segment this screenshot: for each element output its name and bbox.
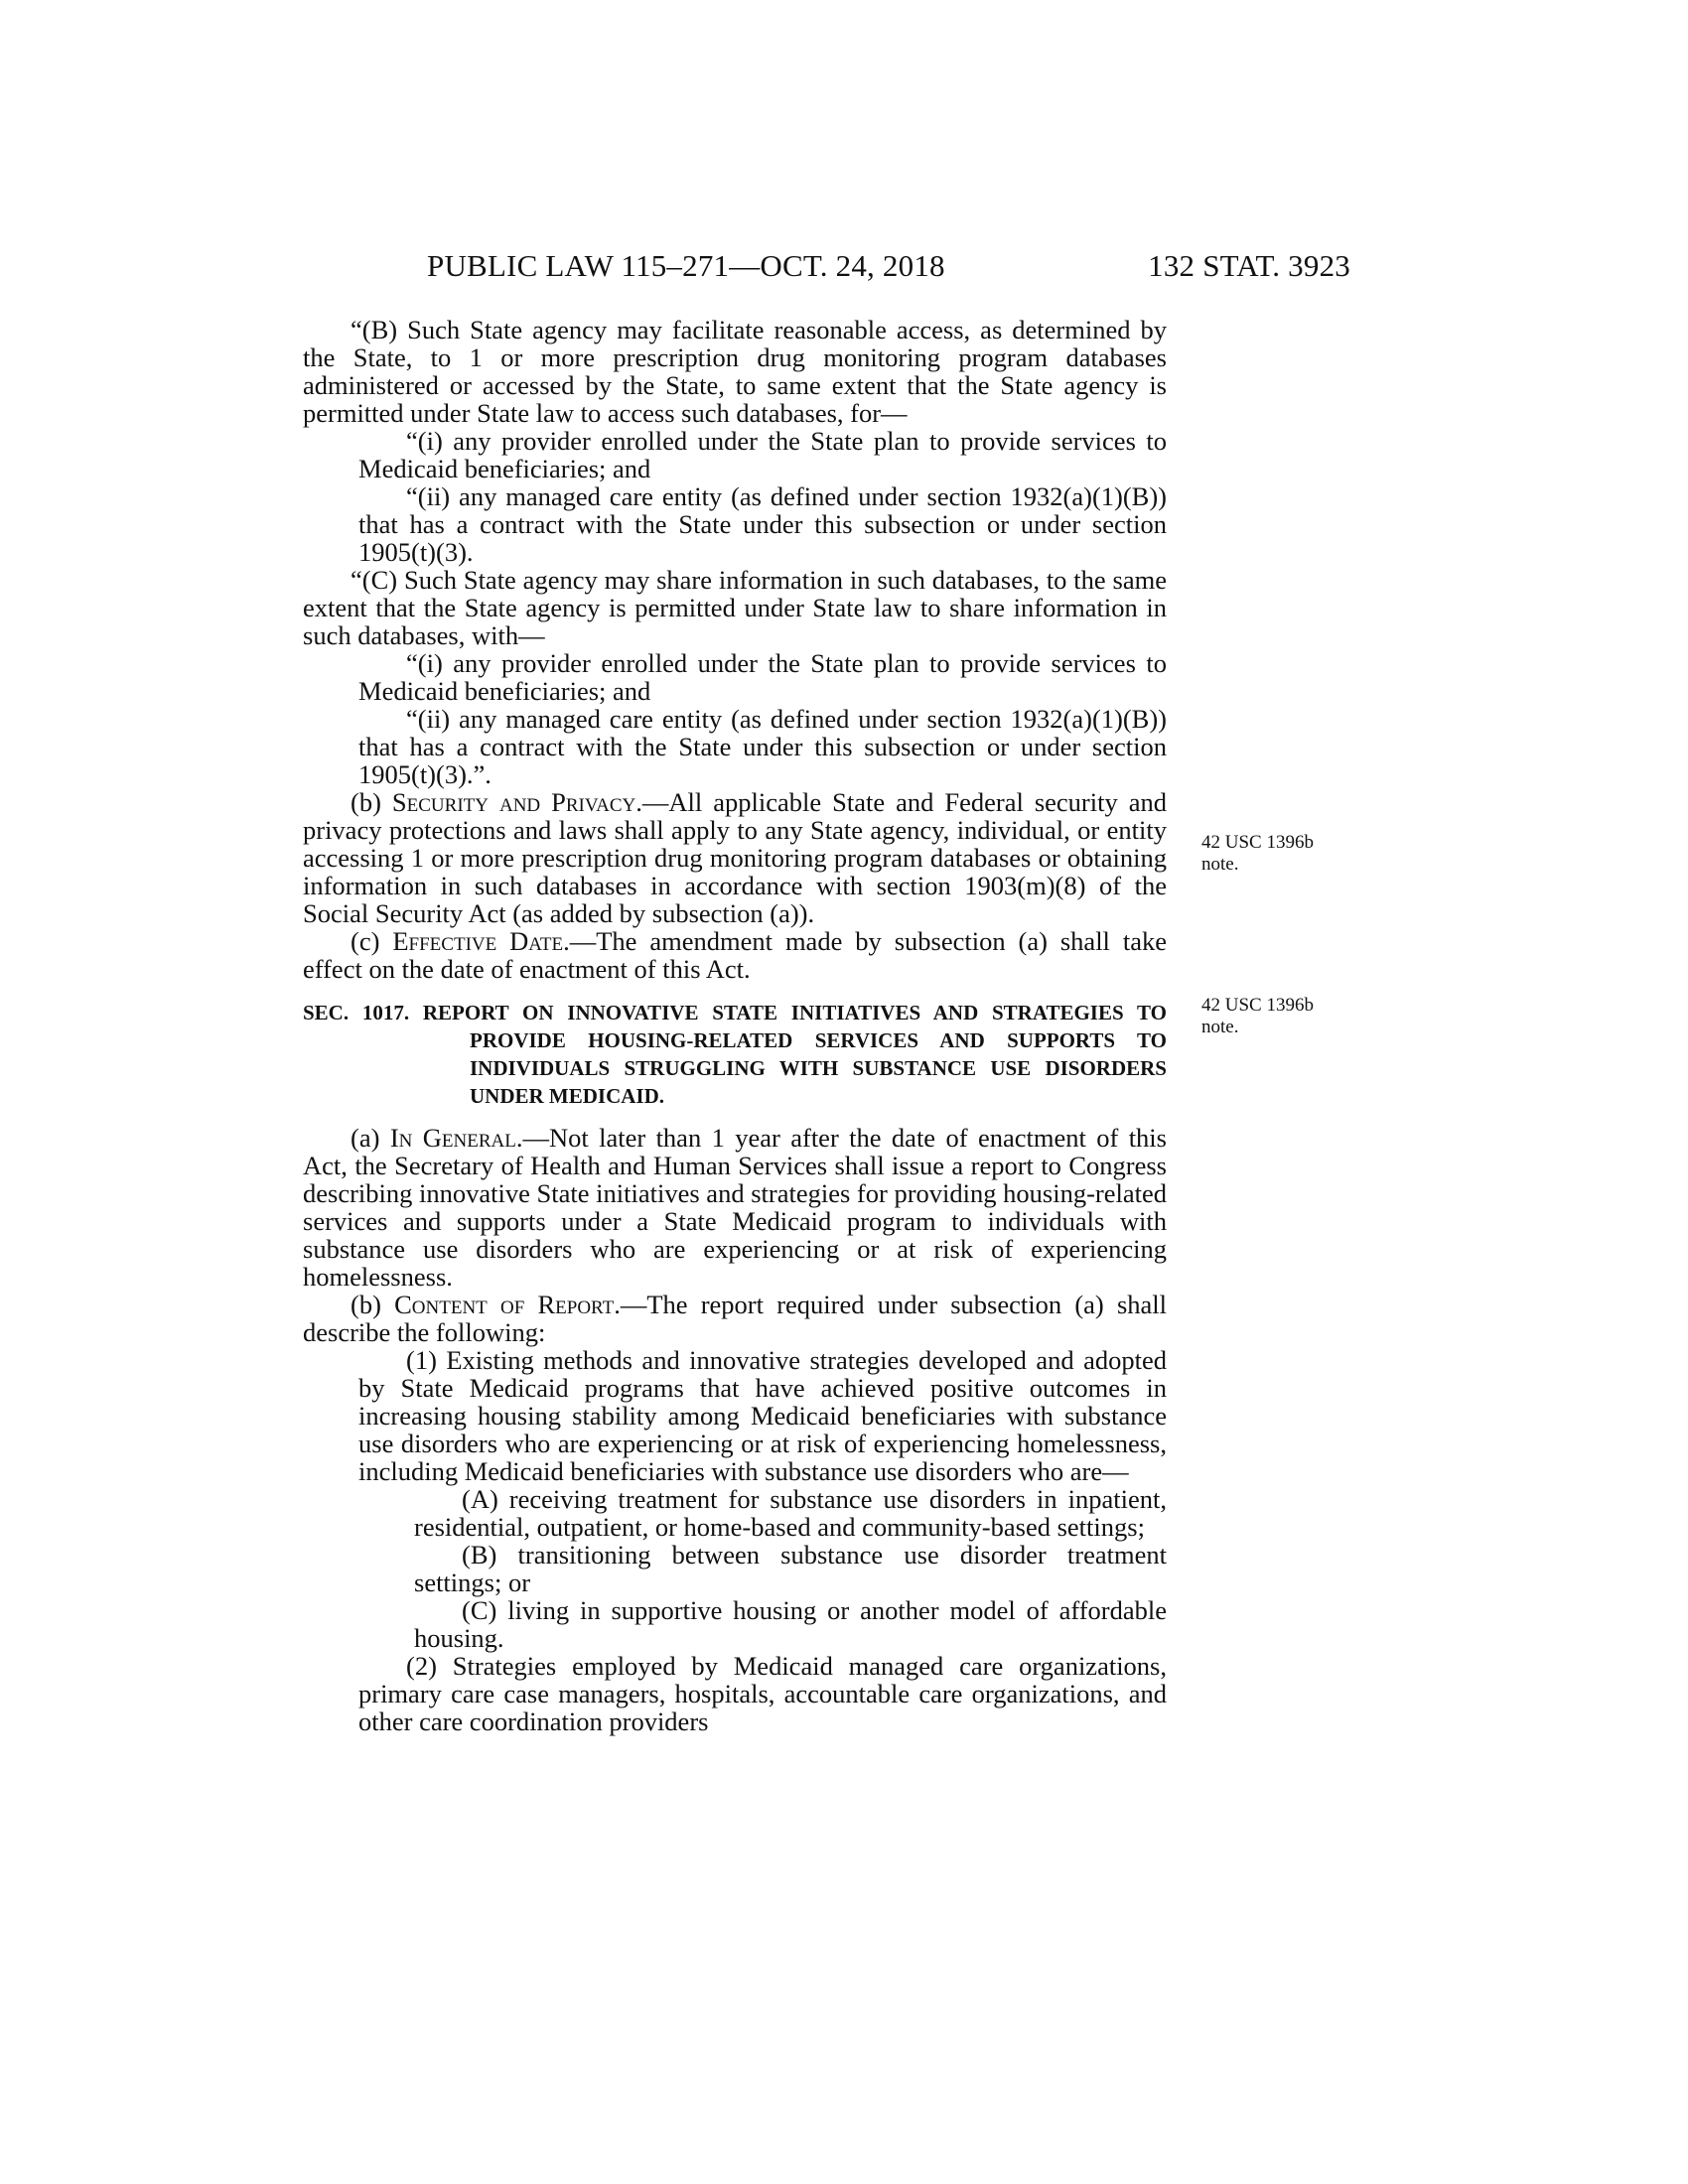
clause-b-ii: “(ii) any managed care entity (as defined under section 1932(a)(1)(B)) that has a contract with the State under this subsection or under section 1905(t)(3).: [358, 481, 1167, 567]
clause-c-ii: “(ii) any managed care entity (as defined under section 1932(a)(1)(B)) that has a contract with the State under this subsection or under section 1905(t)(3).”.: [358, 704, 1167, 789]
document-body: [303, 316, 1167, 1735]
running-header: [298, 248, 1350, 288]
subsection-prefix: (b): [351, 1290, 395, 1319]
subparagraph-1-a: (A) receiving treatment for substance use disorders in inpatient, residential, outpatient, or home-based and community-based settings;: [414, 1484, 1167, 1542]
subsection-in-general: [303, 1124, 1167, 1291]
subsection-security-privacy: [303, 788, 1167, 927]
law-title: PUBLIC LAW 115–271—OCT. 24, 2018: [427, 248, 945, 283]
subsection-heading: Content of Report: [394, 1290, 615, 1319]
subsection-effective-date: [303, 927, 1167, 983]
margin-note-label: note.: [1201, 854, 1239, 875]
margin-note-citation: 42 USC 1396b: [1201, 832, 1314, 853]
subparagraph-1-c: (C) living in supportive housing or another model of affordable housing.: [414, 1595, 1167, 1653]
paragraph-1: (1) Existing methods and innovative strategies developed and adopted by State Medicaid programs that have achieved positive outcomes in increasing housing stability among Medicaid beneficiaries with substance use disorders who are experiencing or at risk of experiencing homelessness, including Medicaid beneficiaries with substance use disorders who are—: [358, 1345, 1167, 1486]
subsection-content-of-report: [303, 1291, 1167, 1346]
section-heading: SEC. 1017. REPORT ON INNOVATIVE STATE INITIATIVES AND STRATEGIES TO PROVIDE HOUSING-RELATED SERVICES AND SUPPORTS TO INDIVIDUALS STRUGGLING WITH SUBSTANCE USE DISORDERS UNDER MEDICAID.: [303, 1001, 1167, 1108]
subsection-text: .—The report required under subsection (a) shall describe the following:: [303, 1290, 1167, 1347]
subsection-text: .—The amendment made by subsection (a) shall take effect on the date of enactment of this Act.: [303, 926, 1167, 984]
stat-reference: 132 STAT. 3923: [1148, 248, 1350, 283]
subsection-text: .—Not later than 1 year after the date of enactment of this Act, the Secretary of Health and Human Services shall issue a report to Congress describing innovative State initiatives and strategies for providing housing-related services and supports under a State Medicaid program to individuals with substance use disorders who are experiencing or at risk of experiencing homelessness.: [303, 1123, 1167, 1292]
subsection-prefix: (b): [351, 787, 392, 817]
margin-note-label: note.: [1201, 1017, 1239, 1037]
subsection-heading: Security and Privacy: [391, 787, 636, 817]
subsection-prefix: (a): [351, 1123, 390, 1153]
subsection-text: .—All applicable State and Federal security and privacy protections and laws shall apply to any State agency, individual, or entity accessing 1 or more prescription drug monitoring program databases or obtaining information in such databases in accordance with section 1903(m)(8) of the Social Security Act (as added by subsection (a)).: [303, 787, 1167, 928]
clause-b-i: “(i) any provider enrolled under the State plan to provide services to Medicaid beneficiaries; and: [358, 426, 1167, 483]
margin-note-citation: 42 USC 1396b: [1201, 995, 1314, 1016]
margin-note: [1201, 995, 1360, 1038]
clause-c-i: “(i) any provider enrolled under the State plan to provide services to Medicaid beneficiaries; and: [358, 648, 1167, 706]
subsection-heading: In General: [389, 1123, 516, 1153]
subsection-prefix: (c): [351, 926, 393, 956]
subsection-heading: Effective Date: [392, 926, 564, 956]
paragraph-2: (2) Strategies employed by Medicaid managed care organizations, primary care case managers, hospitals, accountable care organizations, and other care coordination providers: [358, 1651, 1167, 1736]
paragraph-b: “(B) Such State agency may facilitate reasonable access, as determined by the State, to 1 or more prescription drug monitoring program databases administered or accessed by the State, to same extent that the State agency is permitted under State law to access such databases, for—: [303, 315, 1167, 428]
paragraph-c: “(C) Such State agency may share information in such databases, to the same extent that the State agency is permitted under State law to share information in such databases, with—: [303, 565, 1167, 650]
margin-note: [1201, 832, 1360, 876]
subparagraph-1-b: (B) transitioning between substance use disorder treatment settings; or: [414, 1540, 1167, 1597]
